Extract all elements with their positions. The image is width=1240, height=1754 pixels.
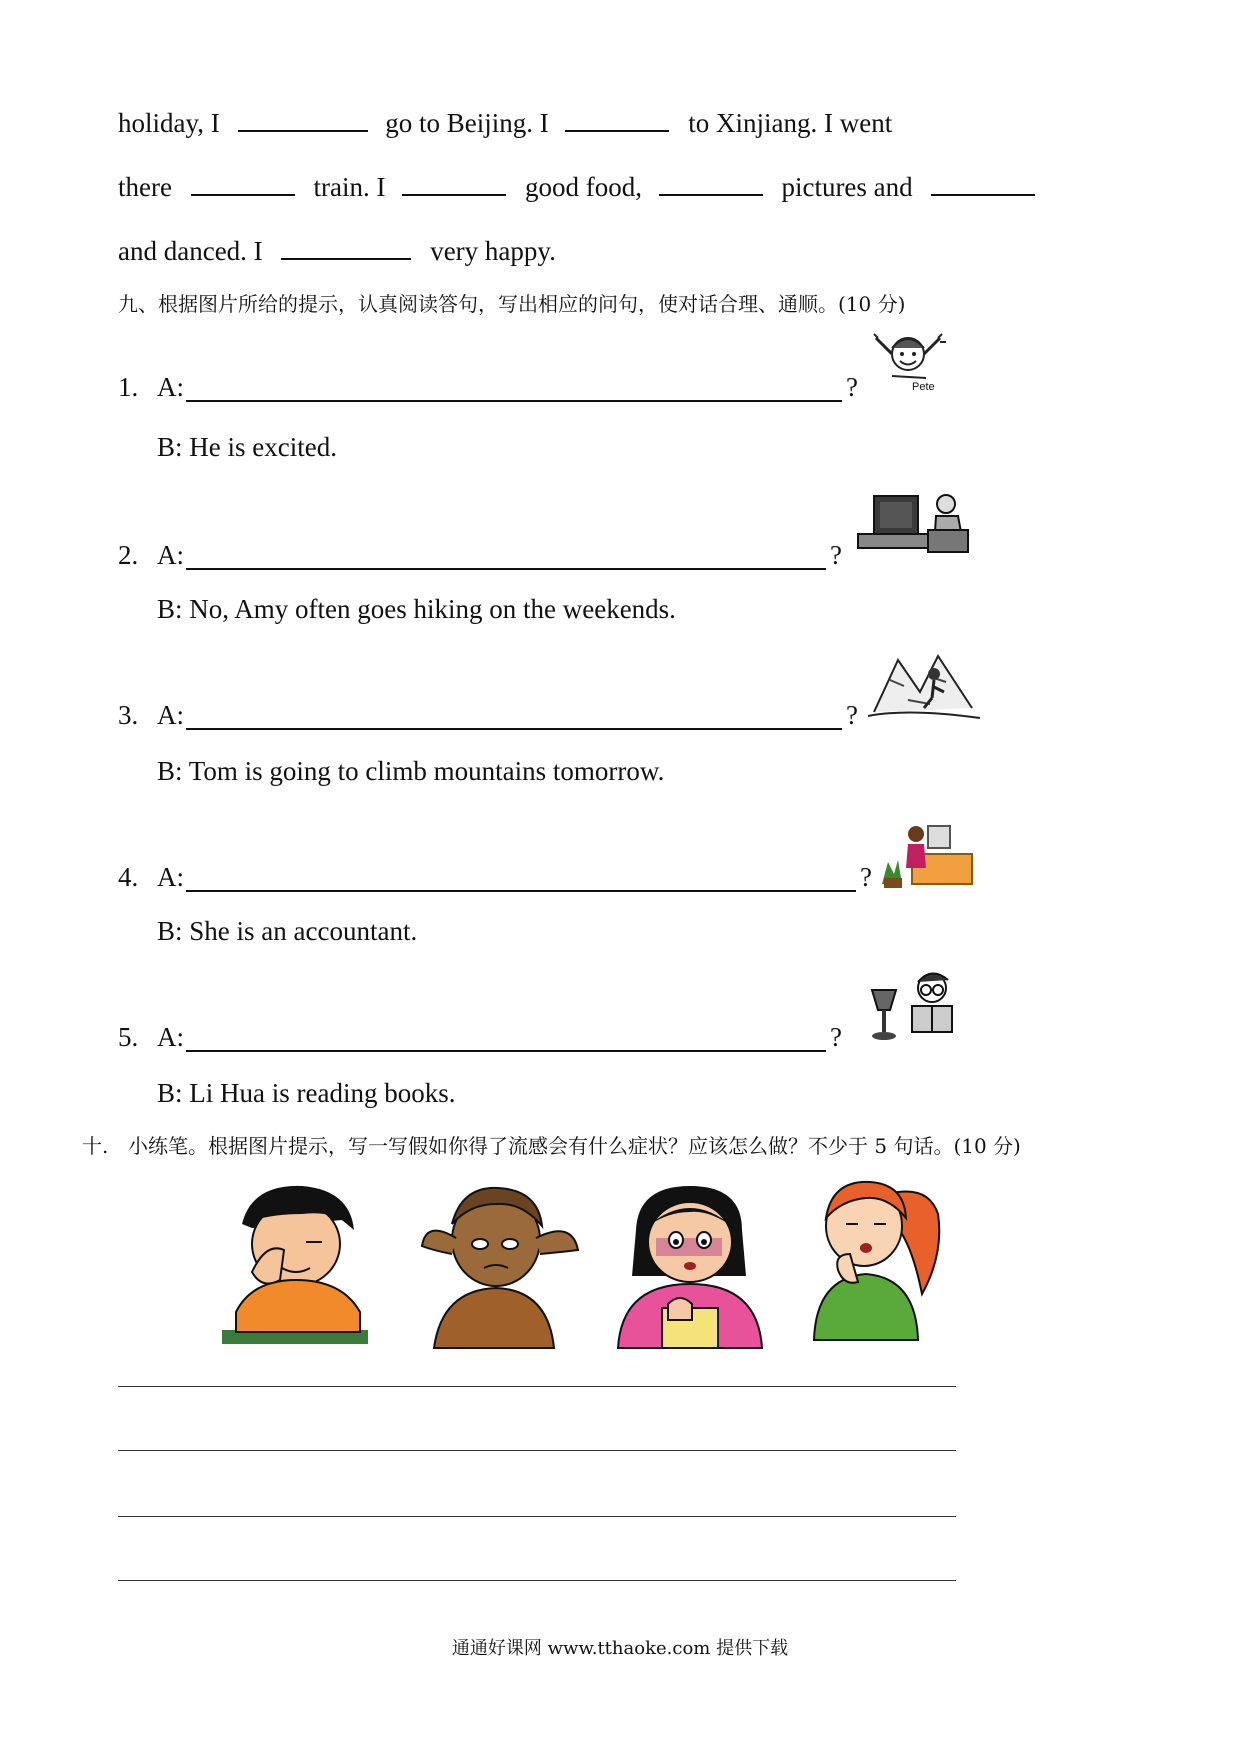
item-1-answer: B: He is excited. [157, 432, 337, 462]
writing-line[interactable] [118, 1386, 956, 1387]
passage-line-2: there train. I good food, pictures and [118, 170, 1035, 203]
item-3-question-mark: ? [846, 700, 858, 730]
blank-3[interactable] [191, 170, 295, 196]
blank-6[interactable] [931, 170, 1035, 196]
item-2-a-label: A: [157, 540, 184, 570]
item-3-a-label: A: [157, 700, 184, 730]
accountant-picture [878, 804, 974, 890]
passage-line-3: and danced. I very happy. [118, 236, 556, 266]
item-5-question-mark: ? [830, 1022, 842, 1052]
watching-tv-picture [856, 486, 974, 562]
excited-boy-pete-picture [862, 328, 960, 396]
item-5-number: 5. [118, 1022, 139, 1052]
blank-1[interactable] [238, 106, 368, 132]
passage-line-1: holiday, I go to Beijing. I to Xinjiang. I went [118, 108, 893, 138]
item-1-question-line[interactable] [186, 400, 842, 402]
item-5-question-line[interactable] [186, 1050, 826, 1052]
pete-label: Pete [912, 381, 935, 393]
item-5-answer: B: Li Hua is reading books. [157, 1078, 456, 1108]
item-4-question-line[interactable] [186, 890, 856, 892]
item-3-question-line[interactable] [186, 728, 842, 730]
cough-girl-picture [608, 1180, 770, 1350]
item-4-answer: B: She is an accountant. [157, 916, 418, 946]
blank-7[interactable] [281, 234, 411, 260]
writing-line[interactable] [118, 1516, 956, 1517]
item-2-number: 2. [118, 540, 139, 570]
climbing-mountains-picture [868, 646, 982, 726]
headache-boy-picture [412, 1180, 590, 1350]
item-2-question-mark: ? [830, 540, 842, 570]
writing-line[interactable] [118, 1580, 956, 1581]
reading-books-picture [866, 966, 966, 1046]
item-3-answer: B: Tom is going to climb mountains tomorrow. [157, 756, 665, 786]
item-1-number: 1. [118, 372, 139, 402]
item-2-question-line[interactable] [186, 568, 826, 570]
blank-2[interactable] [565, 106, 669, 132]
blank-4[interactable] [402, 170, 506, 196]
item-4-number: 4. [118, 862, 139, 892]
writing-line[interactable] [118, 1450, 956, 1451]
section-10-number: 十. [82, 1134, 109, 1158]
item-2-answer: B: No, Amy often goes hiking on the weekends. [157, 594, 676, 624]
runny-nose-boy-picture [222, 1180, 370, 1350]
item-3-number: 3. [118, 700, 139, 730]
item-1-question-mark: ? [846, 372, 858, 402]
sore-throat-girl-picture [798, 1174, 946, 1342]
page-footer: 通通好课网 www.tthaoke.com 提供下载 [451, 1638, 789, 1659]
item-5-a-label: A: [157, 1022, 184, 1052]
blank-5[interactable] [659, 170, 763, 196]
item-4-a-label: A: [157, 862, 184, 892]
item-1-a-label: A: [157, 372, 184, 402]
item-4-question-mark: ? [860, 862, 872, 892]
section-10-heading: 小练笔。根据图片提示，写一写假如你得了流感会有什么症状？应该怎么做？不少于 5 句话。(10 分) [128, 1134, 1021, 1158]
section-9-heading: 九、根据图片所给的提示，认真阅读答句，写出相应的问句，使对话合理、通顺。(10 分) [118, 292, 906, 316]
